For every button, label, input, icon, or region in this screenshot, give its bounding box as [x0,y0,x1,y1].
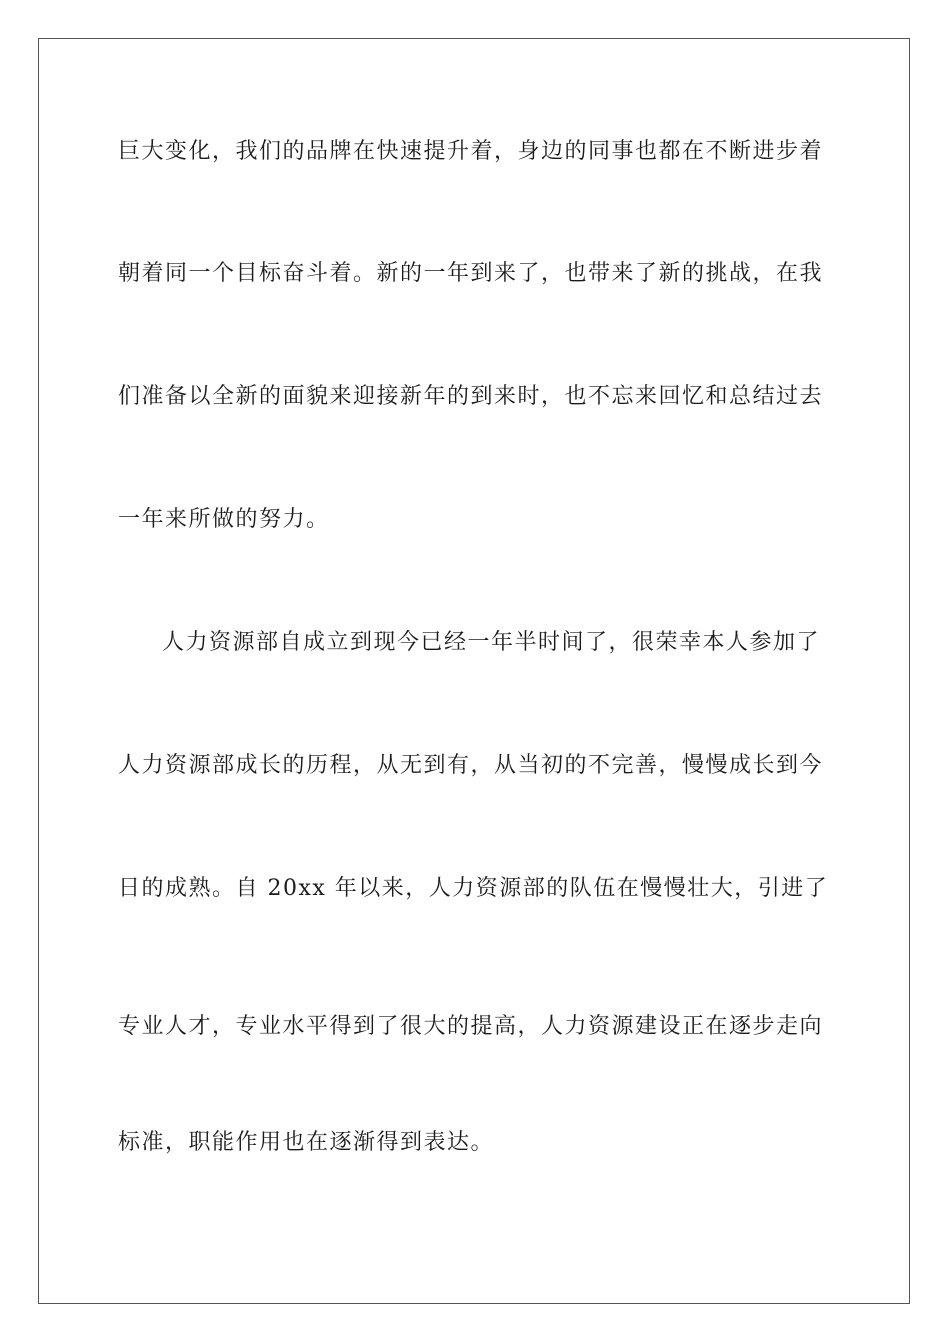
text-line-5: 人力资源部自成立到现今已经一年半时间了，很荣幸本人参加了 [162,630,821,655]
text-line-4: 一年来所做的努力。 [118,507,330,532]
text-line-6: 人力资源部成长的历程，从无到有，从当初的不完善，慢慢成长到今 [118,753,824,778]
text-line-3: 们准备以全新的面貌来迎接新年的到来时，也不忘来回忆和总结过去 [118,384,824,409]
text-line-8: 专业人才，专业水平得到了很大的提高，人力资源建设正在逐步走向 [118,1014,824,1039]
text-line-1: 巨大变化，我们的品牌在快速提升着，身边的同事也都在不断进步着 [118,139,824,164]
text-line-9: 标准，职能作用也在逐渐得到表达。 [118,1130,495,1155]
text-line-2: 朝着同一个目标奋斗着。新的一年到来了，也带来了新的挑战，在我 [118,261,824,286]
text-line-7: 日的成熟。自 20xx 年以来，人力资源部的队伍在慢慢壮大，引进了 [118,876,829,901]
page-border [38,38,910,1304]
